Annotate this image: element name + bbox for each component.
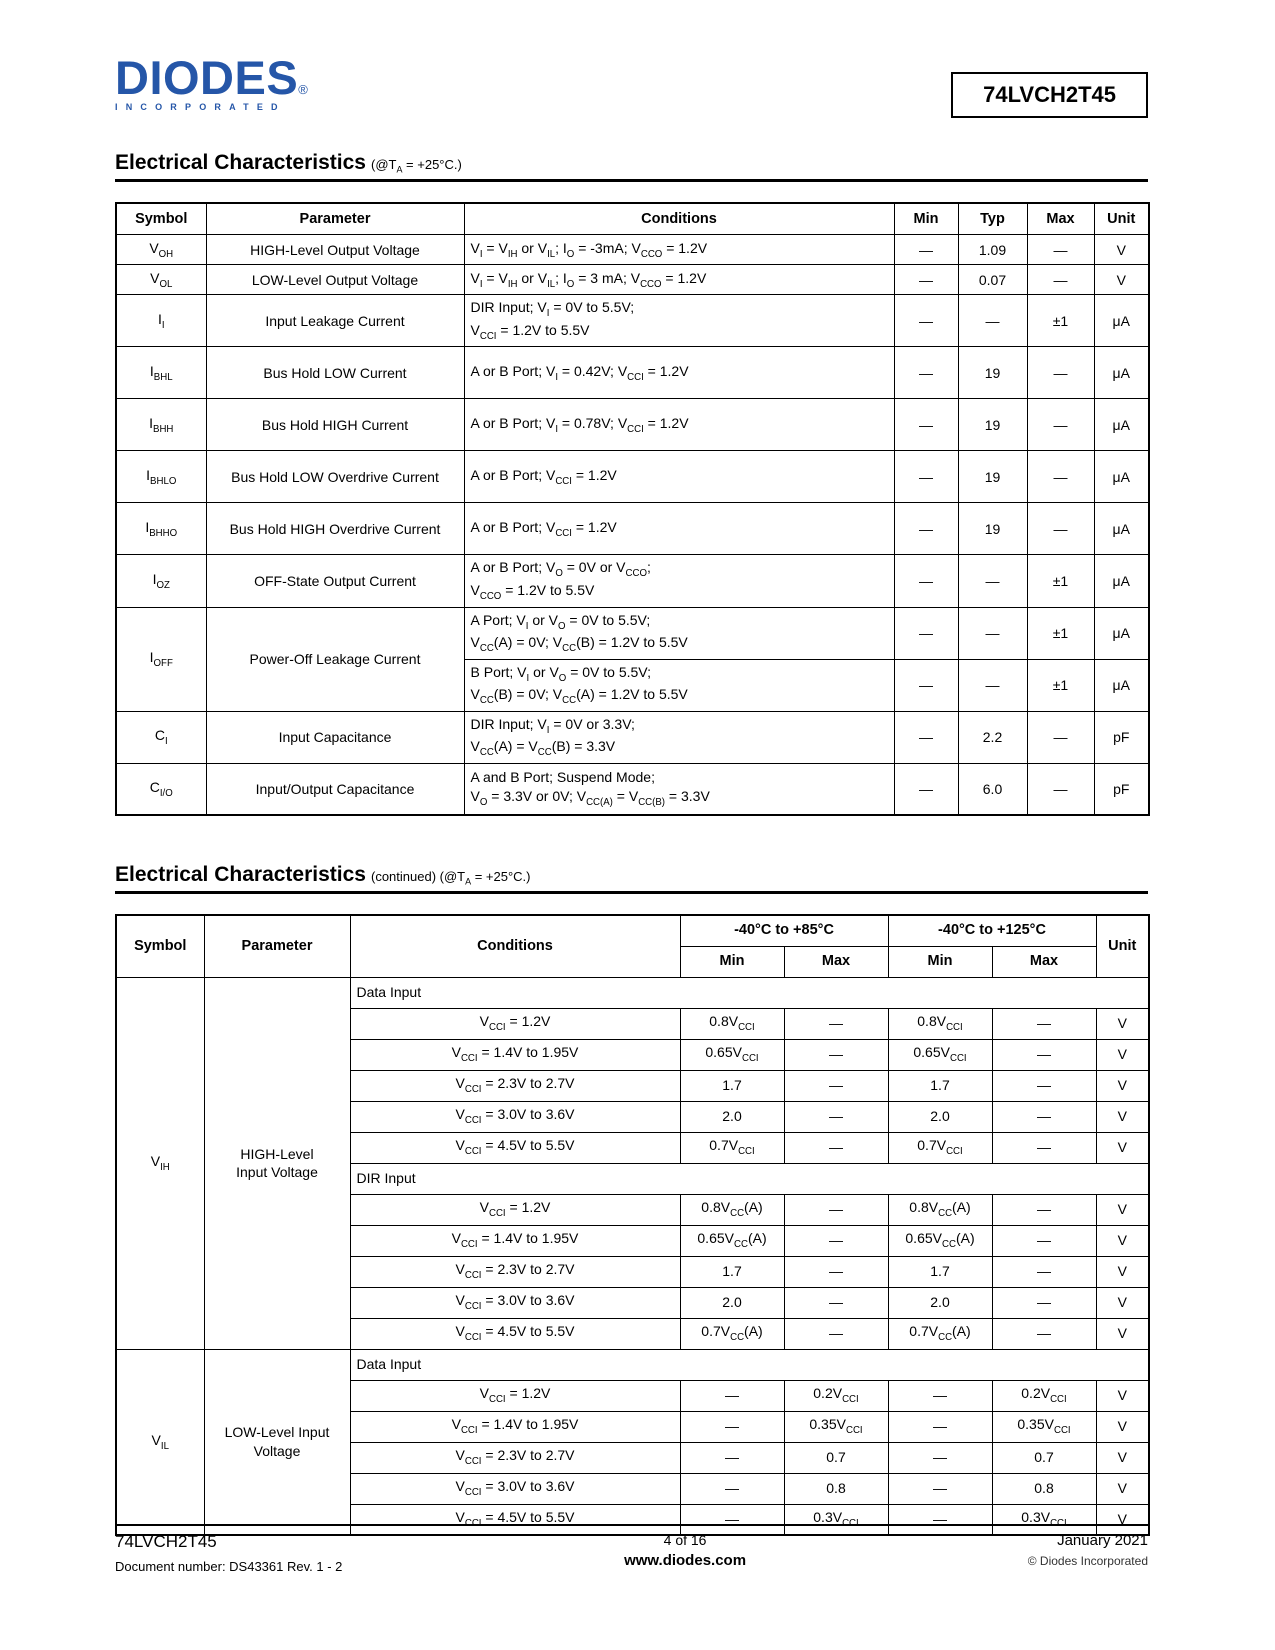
col-header-min-85: Min bbox=[680, 946, 784, 977]
table-header bbox=[116, 915, 1149, 977]
table-cell: V bbox=[1096, 1442, 1149, 1473]
table-header-row bbox=[116, 203, 1149, 235]
table-cell: — bbox=[958, 295, 1027, 347]
table-cell: A or B Port; $V_{CCI} = 1.2V$ bbox=[464, 451, 894, 503]
table-cell: A Port; $V_I$ or $V_O = 0V$ to 5.5V; $V_{CC}(A) = 0V$; $V_{CC}(B) = 1.2V$ to 5.5V bbox=[464, 607, 894, 659]
table-cell: Input Capacitance bbox=[206, 711, 464, 763]
table-cell: 1.09 bbox=[958, 235, 1027, 265]
table-cell: V bbox=[1096, 1101, 1149, 1132]
table-cell: $0.65V_{CCI}$ bbox=[888, 1039, 992, 1070]
table-cell: $V_I = V_{IH}$ or $V_{IL}$; $I_O = 3$ mA; $V_{CCO} = 1.2V$ bbox=[464, 265, 894, 295]
footer-document-number: Document number: DS43361 Rev. 1 - 2 bbox=[115, 1559, 343, 1574]
table-cell: 6.0 bbox=[958, 763, 1027, 815]
table-cell: — bbox=[992, 1287, 1096, 1318]
table-cell: — bbox=[992, 1225, 1096, 1256]
table-cell: $0.7V_{CCI}$ bbox=[680, 1132, 784, 1163]
col-header-min-125: Min bbox=[888, 946, 992, 977]
footer-page-number: 4 of 16 bbox=[663, 1532, 707, 1548]
table-cell: — bbox=[680, 1473, 784, 1504]
symbol-cell: $V_{IL}$ bbox=[116, 1349, 204, 1535]
col-header-parameter: Parameter bbox=[204, 915, 350, 977]
table-cell: $V_{CCI} = 3.0V$ to 3.6V bbox=[350, 1287, 680, 1318]
table-cell: — bbox=[992, 1256, 1096, 1287]
table-cell: $0.8V_{CCI}$ bbox=[680, 1008, 784, 1039]
symbol-cell: $V_{OH}$ bbox=[116, 235, 206, 265]
table-cell: — bbox=[784, 1070, 888, 1101]
table-cell: — bbox=[784, 1256, 888, 1287]
table-cell: OFF-State Output Current bbox=[206, 555, 464, 607]
table-cell: V bbox=[1096, 1008, 1149, 1039]
table-cell: Bus Hold HIGH Overdrive Current bbox=[206, 503, 464, 555]
table-cell: — bbox=[888, 1442, 992, 1473]
table-cell: — bbox=[1027, 235, 1094, 265]
section-title-text: Electrical Characteristics bbox=[115, 863, 366, 887]
table-cell: pF bbox=[1094, 711, 1149, 763]
table-cell: HIGH-Level Output Voltage bbox=[206, 235, 464, 265]
col-header-max-85: Max bbox=[784, 946, 888, 977]
symbol-cell: $I_{OZ}$ bbox=[116, 555, 206, 607]
table-body bbox=[116, 977, 1149, 1535]
table-body bbox=[116, 235, 1149, 815]
col-header-conditions: Conditions bbox=[464, 203, 894, 235]
table-cell: — bbox=[888, 1504, 992, 1535]
table-cell: $0.3V_{CCI}$ bbox=[992, 1504, 1096, 1535]
table-cell: — bbox=[894, 265, 958, 295]
table-cell: — bbox=[894, 399, 958, 451]
table-cell: $V_I = V_{IH}$ or $V_{IL}$; $I_O = -3mA$; $V_{CCO} = 1.2V$ bbox=[464, 235, 894, 265]
table-row bbox=[116, 977, 1149, 1008]
page-header bbox=[115, 0, 1148, 120]
table-cell: — bbox=[958, 555, 1027, 607]
col-header-max-125: Max bbox=[992, 946, 1096, 977]
symbol-cell: $I_{BHHO}$ bbox=[116, 503, 206, 555]
table-cell: — bbox=[784, 1039, 888, 1070]
table-cell: ±1 bbox=[1027, 555, 1094, 607]
table-cell: — bbox=[784, 1132, 888, 1163]
col-header-symbol: Symbol bbox=[116, 915, 204, 977]
table-cell: — bbox=[992, 1194, 1096, 1225]
table-cell: 2.0 bbox=[888, 1101, 992, 1132]
table-cell: — bbox=[992, 1039, 1096, 1070]
table-cell: V bbox=[1096, 1070, 1149, 1101]
table-cell: $0.65V_{CCI}$ bbox=[680, 1039, 784, 1070]
electrical-characteristics-table bbox=[115, 202, 1150, 816]
table-cell: — bbox=[894, 711, 958, 763]
table-cell: V bbox=[1096, 1132, 1149, 1163]
temp-range-header-125: -40°C to +125°C bbox=[888, 915, 1096, 946]
table-cell: LOW-Level Output Voltage bbox=[206, 265, 464, 295]
table-cell: — bbox=[1027, 347, 1094, 399]
row-group-header: Data Input bbox=[350, 1349, 1149, 1380]
table-cell: $V_{CCI} = 4.5V$ to 5.5V bbox=[350, 1318, 680, 1349]
col-header-symbol: Symbol bbox=[116, 203, 206, 235]
table-cell: — bbox=[992, 1070, 1096, 1101]
table-cell: V bbox=[1094, 265, 1149, 295]
table-cell: V bbox=[1096, 1411, 1149, 1442]
table-cell: $V_{CCI} = 1.2V$ bbox=[350, 1380, 680, 1411]
table-row bbox=[116, 503, 1149, 555]
table-cell: — bbox=[894, 451, 958, 503]
table-cell: — bbox=[680, 1442, 784, 1473]
table-cell: pF bbox=[1094, 763, 1149, 815]
table-row bbox=[116, 235, 1149, 265]
table-cell: $V_{CCI} = 2.3V$ to 2.7V bbox=[350, 1070, 680, 1101]
table-cell: — bbox=[1027, 763, 1094, 815]
table-cell: — bbox=[894, 347, 958, 399]
table-cell: A or B Port; $V_I = 0.42V$; $V_{CCI} = 1.2V$ bbox=[464, 347, 894, 399]
table-cell: μA bbox=[1094, 555, 1149, 607]
table-cell: — bbox=[894, 235, 958, 265]
table-cell: $V_{CCI} = 3.0V$ to 3.6V bbox=[350, 1101, 680, 1132]
table-cell: 2.2 bbox=[958, 711, 1027, 763]
table-cell: — bbox=[680, 1411, 784, 1442]
table-cell: — bbox=[894, 763, 958, 815]
table-cell: HIGH-Level Input Voltage bbox=[204, 977, 350, 1349]
table-cell: $0.8V_{CC}(A)$ bbox=[888, 1194, 992, 1225]
table-cell: V bbox=[1096, 1256, 1149, 1287]
symbol-cell: $C_I$ bbox=[116, 711, 206, 763]
table-cell: — bbox=[894, 503, 958, 555]
table-cell: — bbox=[992, 1008, 1096, 1039]
table-cell: $V_{CCI} = 1.4V$ to 1.95V bbox=[350, 1039, 680, 1070]
footer-part-number: 74LVCH2T45 bbox=[115, 1532, 217, 1551]
table-cell: $V_{CCI} = 2.3V$ to 2.7V bbox=[350, 1256, 680, 1287]
table-cell: 1.7 bbox=[888, 1256, 992, 1287]
table-cell: $0.2V_{CCI}$ bbox=[992, 1380, 1096, 1411]
table-cell: $V_{CCI} = 3.0V$ to 3.6V bbox=[350, 1473, 680, 1504]
table-cell: 19 bbox=[958, 451, 1027, 503]
table-cell: — bbox=[1027, 265, 1094, 295]
table-cell: B Port; $V_I$ or $V_O = 0V$ to 5.5V; $V_{CC}(B) = 0V$; $V_{CC}(A) = 1.2V$ to 5.5V bbox=[464, 659, 894, 711]
col-header-parameter: Parameter bbox=[206, 203, 464, 235]
table-cell: $0.2V_{CCI}$ bbox=[784, 1380, 888, 1411]
section-title-condition: $(@T_A = +25^\circ C.)$ bbox=[370, 157, 462, 175]
col-header-typ: Typ bbox=[958, 203, 1027, 235]
table-cell: Bus Hold HIGH Current bbox=[206, 399, 464, 451]
table-cell: $0.7V_{CC}(A)$ bbox=[680, 1318, 784, 1349]
table-cell: — bbox=[992, 1318, 1096, 1349]
table-cell: Input/Output Capacitance bbox=[206, 763, 464, 815]
table-cell: V bbox=[1096, 1194, 1149, 1225]
table-cell: — bbox=[680, 1504, 784, 1535]
symbol-cell: $I_{BHH}$ bbox=[116, 399, 206, 451]
table-cell: A or B Port; $V_I = 0.78V$; $V_{CCI} = 1.2V$ bbox=[464, 399, 894, 451]
section-electrical-characteristics-continued bbox=[115, 860, 1148, 1536]
col-header-unit: Unit bbox=[1096, 915, 1149, 977]
part-number-box bbox=[951, 72, 1148, 118]
table-cell: V bbox=[1096, 1039, 1149, 1070]
table-cell: — bbox=[680, 1380, 784, 1411]
table-row bbox=[116, 607, 1149, 659]
table-row bbox=[116, 347, 1149, 399]
section-title bbox=[115, 148, 1148, 182]
table-cell: μA bbox=[1094, 399, 1149, 451]
diodes-logo-incorporated: INCORPORATED bbox=[115, 102, 286, 113]
table-row bbox=[116, 451, 1149, 503]
table-cell: $V_{CCI} = 1.4V$ to 1.95V bbox=[350, 1225, 680, 1256]
table-cell: V bbox=[1096, 1473, 1149, 1504]
table-cell: 19 bbox=[958, 399, 1027, 451]
table-cell: Power-Off Leakage Current bbox=[206, 607, 464, 711]
table-row bbox=[116, 555, 1149, 607]
table-cell: DIR Input; $V_I = 0V$ to 5.5V; $V_{CCI} = 1.2V$ to 5.5V bbox=[464, 295, 894, 347]
table-cell: $0.35V_{CCI}$ bbox=[784, 1411, 888, 1442]
table-cell: 1.7 bbox=[680, 1070, 784, 1101]
table-cell: — bbox=[784, 1287, 888, 1318]
footer-center bbox=[624, 1532, 746, 1569]
table-cell: — bbox=[1027, 451, 1094, 503]
table-cell: 0.8 bbox=[992, 1473, 1096, 1504]
table-cell: — bbox=[888, 1411, 992, 1442]
section-title bbox=[115, 860, 1148, 894]
table-cell: $0.3V_{CCI}$ bbox=[784, 1504, 888, 1535]
table-header-row bbox=[116, 915, 1149, 946]
col-header-conditions: Conditions bbox=[350, 915, 680, 977]
table-cell: 19 bbox=[958, 347, 1027, 399]
table-cell: $V_{CCI} = 4.5V$ to 5.5V bbox=[350, 1132, 680, 1163]
table-cell: Input Leakage Current bbox=[206, 295, 464, 347]
table-cell: V bbox=[1096, 1318, 1149, 1349]
table-row bbox=[116, 711, 1149, 763]
table-cell: — bbox=[784, 1101, 888, 1132]
table-cell: DIR Input; $V_I = 0V$ or 3.3V; $V_{CC}(A) = V_{CC}(B) = 3.3V$ bbox=[464, 711, 894, 763]
footer-copyright: © Diodes Incorporated bbox=[1027, 1554, 1148, 1568]
table-cell: V bbox=[1096, 1225, 1149, 1256]
table-cell: μA bbox=[1094, 503, 1149, 555]
table-cell: 0.7 bbox=[992, 1442, 1096, 1473]
diodes-logo-wordmark bbox=[115, 51, 309, 104]
table-cell: V bbox=[1096, 1287, 1149, 1318]
page-footer bbox=[115, 1524, 1148, 1574]
row-group-header: Data Input bbox=[350, 977, 1149, 1008]
section-title-text: Electrical Characteristics bbox=[115, 151, 366, 174]
table-cell: 0.7 bbox=[784, 1442, 888, 1473]
table-cell: $0.65V_{CC}(A)$ bbox=[888, 1225, 992, 1256]
footer-right bbox=[1028, 1532, 1148, 1568]
table-cell: $0.8V_{CCI}$ bbox=[888, 1008, 992, 1039]
col-header-max: Max bbox=[1027, 203, 1094, 235]
table-cell: — bbox=[888, 1473, 992, 1504]
table-cell: Bus Hold LOW Overdrive Current bbox=[206, 451, 464, 503]
table-cell: — bbox=[894, 555, 958, 607]
table-row bbox=[116, 1349, 1149, 1380]
table-cell: $V_{CCI} = 2.3V$ to 2.7V bbox=[350, 1442, 680, 1473]
table-cell: $0.8V_{CC}(A)$ bbox=[680, 1194, 784, 1225]
table-cell: $V_{CCI} = 1.4V$ to 1.95V bbox=[350, 1411, 680, 1442]
table-cell: — bbox=[958, 607, 1027, 659]
registered-trademark-icon: ® bbox=[298, 82, 309, 97]
footer-date: January 2021 bbox=[1057, 1532, 1148, 1549]
symbol-cell: $V_{IH}$ bbox=[116, 977, 204, 1349]
table-cell: ±1 bbox=[1027, 295, 1094, 347]
table-cell: — bbox=[784, 1318, 888, 1349]
table-cell: Bus Hold LOW Current bbox=[206, 347, 464, 399]
table-cell: $V_{CCI} = 4.5V$ to 5.5V bbox=[350, 1504, 680, 1535]
table-cell: — bbox=[784, 1225, 888, 1256]
table-cell: 1.7 bbox=[888, 1070, 992, 1101]
footer-website-link[interactable]: www.diodes.com bbox=[624, 1552, 747, 1569]
table-header bbox=[116, 203, 1149, 235]
table-cell: 0.07 bbox=[958, 265, 1027, 295]
table-cell: V bbox=[1096, 1380, 1149, 1411]
symbol-cell: $I_{BHLO}$ bbox=[116, 451, 206, 503]
table-cell: $0.65V_{CC}(A)$ bbox=[680, 1225, 784, 1256]
table-cell: — bbox=[1027, 711, 1094, 763]
table-cell: $0.7V_{CCI}$ bbox=[888, 1132, 992, 1163]
table-row bbox=[116, 399, 1149, 451]
table-cell: ±1 bbox=[1027, 607, 1094, 659]
electrical-characteristics-continued-table bbox=[115, 914, 1150, 1536]
table-cell: — bbox=[784, 1194, 888, 1225]
table-cell: μA bbox=[1094, 607, 1149, 659]
table-cell: 19 bbox=[958, 503, 1027, 555]
table-cell: — bbox=[1027, 399, 1094, 451]
table-cell: A or B Port; $V_{CCI} = 1.2V$ bbox=[464, 503, 894, 555]
section-electrical-characteristics bbox=[115, 148, 1148, 816]
table-cell: — bbox=[992, 1132, 1096, 1163]
section-title-condition: (continued) $(@T_A = +25^\circ C.)$ bbox=[370, 869, 531, 887]
symbol-cell: $C_{I/O}$ bbox=[116, 763, 206, 815]
table-cell: — bbox=[894, 607, 958, 659]
table-cell: 0.8 bbox=[784, 1473, 888, 1504]
symbol-cell: $V_{OL}$ bbox=[116, 265, 206, 295]
table-row bbox=[116, 265, 1149, 295]
table-cell: — bbox=[1027, 503, 1094, 555]
table-cell: V bbox=[1096, 1504, 1149, 1535]
table-cell: LOW-Level Input Voltage bbox=[204, 1349, 350, 1535]
table-cell: 2.0 bbox=[888, 1287, 992, 1318]
col-header-unit: Unit bbox=[1094, 203, 1149, 235]
table-cell: — bbox=[894, 295, 958, 347]
table-cell: μA bbox=[1094, 347, 1149, 399]
table-cell: μA bbox=[1094, 295, 1149, 347]
logo-text: DIODES bbox=[115, 51, 299, 104]
table-cell: $0.35V_{CCI}$ bbox=[992, 1411, 1096, 1442]
table-cell: — bbox=[888, 1380, 992, 1411]
table-cell: — bbox=[894, 659, 958, 711]
table-cell: $0.7V_{CC}(A)$ bbox=[888, 1318, 992, 1349]
table-cell: μA bbox=[1094, 451, 1149, 503]
table-cell: 1.7 bbox=[680, 1256, 784, 1287]
table-cell: A or B Port; $V_O = 0V$ or $V_{CCO}$; $V_{CCO} = 1.2V$ to 5.5V bbox=[464, 555, 894, 607]
table-cell: V bbox=[1094, 235, 1149, 265]
table-cell: $V_{CCI} = 1.2V$ bbox=[350, 1008, 680, 1039]
temp-range-header-85: -40°C to +85°C bbox=[680, 915, 888, 946]
footer-left bbox=[115, 1532, 342, 1574]
table-row bbox=[116, 295, 1149, 347]
table-cell: — bbox=[784, 1008, 888, 1039]
table-cell: μA bbox=[1094, 659, 1149, 711]
symbol-cell: $I_{OFF}$ bbox=[116, 607, 206, 711]
table-row bbox=[116, 763, 1149, 815]
table-cell: — bbox=[992, 1101, 1096, 1132]
col-header-min: Min bbox=[894, 203, 958, 235]
row-group-header: DIR Input bbox=[350, 1163, 1149, 1194]
table-cell: — bbox=[958, 659, 1027, 711]
part-number: 74LVCH2T45 bbox=[983, 82, 1116, 107]
table-cell: 2.0 bbox=[680, 1101, 784, 1132]
symbol-cell: $I_{BHL}$ bbox=[116, 347, 206, 399]
table-cell: $V_{CCI} = 1.2V$ bbox=[350, 1194, 680, 1225]
table-cell: 2.0 bbox=[680, 1287, 784, 1318]
table-cell: ±1 bbox=[1027, 659, 1094, 711]
diodes-logo bbox=[115, 51, 309, 113]
symbol-cell: $I_I$ bbox=[116, 295, 206, 347]
table-cell: A and B Port; Suspend Mode; $V_O = 3.3V$ or 0V; $V_{CC(A)} = V_{CC(B)} = 3.3V$ bbox=[464, 763, 894, 815]
